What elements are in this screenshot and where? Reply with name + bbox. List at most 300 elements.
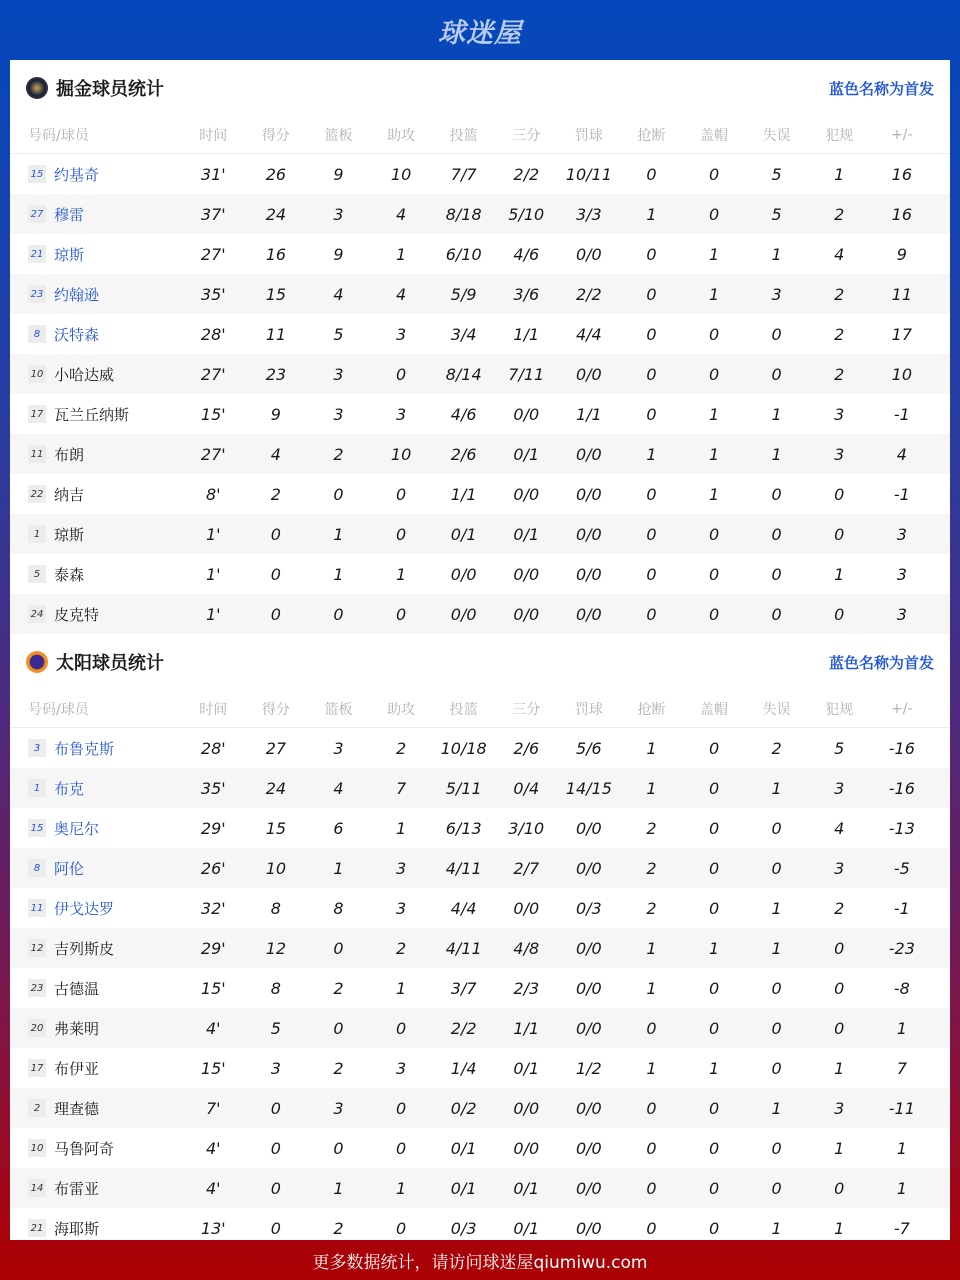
- stat-cell: 28': [200, 324, 226, 344]
- stat-cell: 0/0: [575, 364, 602, 384]
- stat-cell: 8/14: [445, 364, 482, 384]
- jersey-number: 8: [28, 859, 46, 877]
- jersey-number: 23: [28, 979, 46, 997]
- player-name[interactable]: 约翰逊: [54, 285, 100, 304]
- stat-cell: 7: [395, 778, 407, 798]
- jersey-number: 27: [28, 205, 46, 223]
- stat-cell: 0/0: [513, 484, 540, 504]
- stat-cell: 0: [333, 604, 344, 624]
- stat-cell: 4': [206, 1018, 221, 1038]
- player-name[interactable]: 理查德: [54, 1099, 100, 1118]
- stat-cell: 1': [206, 604, 221, 624]
- stat-cell: 0: [771, 978, 782, 998]
- stat-cell: 1: [333, 1178, 344, 1198]
- player-cell: [10, 204, 182, 225]
- stat-cell: 0: [333, 938, 344, 958]
- player-name[interactable]: 古德温: [54, 979, 100, 998]
- stat-cell: 0/0: [450, 604, 477, 624]
- player-cell: [10, 524, 182, 545]
- stat-cell: 0: [708, 778, 720, 798]
- stat-cell: 9: [270, 404, 281, 424]
- stat-cell: 27': [200, 364, 226, 384]
- stat-cell: 8/18: [445, 204, 482, 224]
- stat-cell: 1: [771, 1098, 782, 1118]
- stat-cell: 31': [200, 164, 226, 184]
- stat-cell: 10/18: [440, 738, 487, 758]
- column-header[interactable]: +/-: [891, 126, 913, 143]
- stat-cell: 3/10: [508, 818, 545, 838]
- stat-cell: 1: [771, 244, 782, 264]
- stat-cell: 15: [265, 284, 287, 304]
- player-row[interactable]: [10, 768, 950, 808]
- stat-cell: 0: [834, 524, 845, 544]
- stat-cell: 10: [891, 364, 912, 384]
- suns-logo-icon: [26, 651, 48, 673]
- column-header[interactable]: 投篮: [449, 701, 478, 718]
- jersey-number: 10: [28, 365, 46, 383]
- player-cell: [10, 1058, 182, 1079]
- stat-cell: 5/11: [445, 778, 482, 798]
- stat-cell: 0: [771, 818, 782, 838]
- stat-cell: 15: [265, 818, 287, 838]
- stat-cell: 0/0: [575, 564, 602, 584]
- stat-cell: 1/1: [513, 1018, 540, 1038]
- player-name[interactable]: 琼斯: [54, 525, 85, 544]
- stat-cell: 0: [395, 1138, 407, 1158]
- stat-cell: 0: [646, 284, 657, 304]
- stat-cell: 1: [708, 938, 720, 958]
- stat-cell: 2: [333, 1218, 344, 1238]
- stat-cell: 0: [708, 978, 720, 998]
- stat-cell: 1/2: [575, 1058, 602, 1078]
- player-name[interactable]: 穆雷: [54, 205, 85, 224]
- stat-cell: 1: [771, 778, 782, 798]
- stat-cell: 4: [834, 244, 845, 264]
- player-name[interactable]: 布克: [54, 779, 85, 798]
- player-name[interactable]: 布鲁克斯: [54, 739, 115, 758]
- stat-cell: 28': [200, 738, 226, 758]
- jersey-number: 20: [28, 1019, 46, 1037]
- jersey-number: 22: [28, 485, 46, 503]
- player-row[interactable]: [10, 234, 950, 274]
- player-name[interactable]: 泰森: [54, 565, 85, 584]
- stat-cell: 0: [395, 484, 407, 504]
- player-name[interactable]: 皮克特: [54, 605, 100, 624]
- player-row[interactable]: [10, 314, 950, 354]
- stat-cell: 1': [206, 564, 221, 584]
- section-header: [10, 60, 950, 116]
- stat-cell: 0: [708, 1178, 720, 1198]
- stat-cell: 1: [646, 738, 657, 758]
- site-logo: 球迷屋: [438, 17, 522, 49]
- player-row[interactable]: [10, 434, 950, 474]
- stat-cell: 0/0: [575, 818, 602, 838]
- stat-cell: 0/0: [575, 1018, 602, 1038]
- player-name[interactable]: 琼斯: [54, 245, 85, 264]
- stat-cell: 1: [708, 1058, 720, 1078]
- stat-cell: 0/0: [575, 978, 602, 998]
- stat-cell: 0: [395, 364, 407, 384]
- stat-cell: 0: [708, 564, 720, 584]
- jersey-number: 1: [28, 779, 46, 797]
- player-name[interactable]: 瓦兰丘纳斯: [54, 405, 130, 424]
- player-row[interactable]: [10, 1088, 950, 1128]
- stat-cell: 1: [708, 444, 720, 464]
- stat-cell: 1: [771, 444, 782, 464]
- stat-cell: 0: [834, 604, 845, 624]
- stat-cell: 2: [270, 484, 281, 504]
- stat-cell: 3: [333, 364, 344, 384]
- stat-cell: 0/0: [575, 858, 602, 878]
- stat-cell: 0: [708, 604, 720, 624]
- stat-cell: 2: [646, 898, 657, 918]
- stat-cell: 2: [395, 938, 407, 958]
- stat-cell: 3: [395, 404, 407, 424]
- stat-cell: 27: [265, 738, 287, 758]
- stat-cell: 0/0: [575, 1098, 602, 1118]
- player-name[interactable]: 布雷亚: [54, 1179, 100, 1198]
- stat-cell: 0: [771, 1178, 782, 1198]
- stat-cell: 1: [834, 564, 845, 584]
- player-row[interactable]: [10, 888, 950, 928]
- player-row[interactable]: [10, 394, 950, 434]
- stat-cell: 23: [265, 364, 287, 384]
- player-row[interactable]: [10, 1008, 950, 1048]
- stat-cell: 0: [708, 1138, 720, 1158]
- stat-cell: 0: [771, 364, 782, 384]
- stat-cell: 16: [891, 204, 912, 224]
- stat-cell: 26: [265, 164, 287, 184]
- stat-cell: 0/0: [575, 244, 602, 264]
- stat-cell: 0: [771, 564, 782, 584]
- stat-cell: 15': [200, 404, 226, 424]
- stat-cell: 2: [834, 324, 845, 344]
- stat-cell: 0: [834, 978, 845, 998]
- stat-cell: 3: [395, 858, 407, 878]
- stat-cell: 4/11: [445, 938, 482, 958]
- player-row[interactable]: [10, 1128, 950, 1168]
- stat-cell: 2: [333, 444, 344, 464]
- stat-cell: 3: [395, 324, 407, 344]
- stat-cell: 2: [646, 818, 657, 838]
- stat-cell: 0: [395, 1218, 407, 1238]
- stat-cell: 27': [200, 244, 226, 264]
- jersey-number: 15: [28, 165, 46, 183]
- stat-cell: 0: [771, 524, 782, 544]
- player-row[interactable]: [10, 968, 950, 1008]
- stat-cell: 2: [771, 738, 782, 758]
- stat-cell: 11: [265, 324, 287, 344]
- column-header[interactable]: 时间: [199, 701, 228, 718]
- jersey-number: 15: [28, 819, 46, 837]
- stat-cell: 11: [891, 284, 912, 304]
- jersey-number: 11: [28, 445, 46, 463]
- stat-cell: 2/6: [450, 444, 477, 464]
- player-name[interactable]: 约基奇: [54, 165, 100, 184]
- column-header[interactable]: 失误: [762, 127, 791, 144]
- stat-cell: 4: [896, 444, 907, 464]
- column-header[interactable]: 罚球: [574, 127, 603, 144]
- player-name[interactable]: 阿伦: [54, 859, 85, 878]
- stat-cell: 0: [270, 524, 281, 544]
- player-name[interactable]: 沃特森: [54, 325, 100, 344]
- stat-cell: 0/0: [575, 1138, 602, 1158]
- player-name[interactable]: 海耶斯: [54, 1219, 100, 1238]
- stat-cell: 0: [333, 1138, 344, 1158]
- stat-cell: 16: [265, 244, 287, 264]
- stat-cell: 9: [333, 164, 344, 184]
- jersey-number: 8: [28, 325, 46, 343]
- stat-cell: 3: [834, 404, 845, 424]
- stat-cell: 0: [270, 1098, 281, 1118]
- stat-cell: 3: [896, 564, 907, 584]
- column-header[interactable]: 篮板: [324, 701, 353, 718]
- stat-cell: 15': [200, 1058, 226, 1078]
- stat-cell: -16: [888, 778, 915, 798]
- stat-cell: 0: [270, 1178, 281, 1198]
- player-name[interactable]: 马鲁阿奇: [54, 1139, 115, 1158]
- stat-cell: 35': [200, 284, 226, 304]
- column-header[interactable]: 得分: [261, 127, 290, 144]
- stat-cell: 13': [200, 1218, 226, 1238]
- stat-cell: 0: [270, 1218, 281, 1238]
- stat-cell: 0: [646, 484, 657, 504]
- column-header[interactable]: 抢断: [637, 701, 666, 718]
- column-header[interactable]: 投篮: [449, 127, 478, 144]
- stat-cell: 1: [395, 564, 407, 584]
- stat-cell: 3: [834, 778, 845, 798]
- stat-cell: 4: [333, 778, 344, 798]
- player-cell: [10, 778, 182, 799]
- table-header: [10, 690, 950, 728]
- player-name[interactable]: 纳吉: [54, 485, 85, 504]
- stat-cell: 0: [708, 738, 720, 758]
- player-name[interactable]: 布朗: [54, 445, 85, 464]
- app-header: [0, 0, 960, 60]
- column-header[interactable]: 犯规: [825, 127, 854, 144]
- player-row[interactable]: [10, 594, 950, 634]
- stat-cell: 2/2: [575, 284, 602, 304]
- stat-cell: -1: [893, 484, 910, 504]
- starter-legend: 蓝色名称为首发: [828, 653, 934, 672]
- player-row[interactable]: [10, 474, 950, 514]
- player-row[interactable]: [10, 354, 950, 394]
- player-row[interactable]: [10, 194, 950, 234]
- player-cell: [10, 604, 182, 625]
- stat-cell: 1: [708, 404, 720, 424]
- stat-cell: 1: [646, 978, 657, 998]
- player-name[interactable]: 吉列斯皮: [54, 939, 115, 958]
- jersey-number: 10: [28, 1139, 46, 1157]
- stat-cell: 1/1: [450, 484, 477, 504]
- stat-cell: 1: [896, 1018, 907, 1038]
- stat-cell: 0: [834, 938, 845, 958]
- stat-cell: 0: [646, 364, 657, 384]
- stat-cell: 1: [896, 1138, 907, 1158]
- stat-cell: 2: [646, 858, 657, 878]
- player-cell: [10, 444, 182, 465]
- stat-cell: 0/0: [575, 604, 602, 624]
- stat-cell: 5: [270, 1018, 281, 1038]
- stat-cell: 0/0: [450, 564, 477, 584]
- stat-cell: 1: [708, 284, 720, 304]
- stat-cell: 0: [270, 604, 281, 624]
- player-row[interactable]: [10, 554, 950, 594]
- stat-cell: 0: [771, 324, 782, 344]
- jersey-number: 21: [28, 245, 46, 263]
- stat-cell: 5: [333, 324, 344, 344]
- jersey-number: 11: [28, 899, 46, 917]
- stat-cell: 8: [270, 898, 281, 918]
- stat-cell: 0/0: [575, 444, 602, 464]
- column-header[interactable]: 三分: [512, 127, 541, 144]
- stat-cell: 1: [333, 564, 344, 584]
- stat-cell: 0/1: [450, 1178, 477, 1198]
- player-row[interactable]: [10, 274, 950, 314]
- stat-cell: 1/4: [450, 1058, 477, 1078]
- player-row[interactable]: [10, 1168, 950, 1208]
- column-header[interactable]: 犯规: [825, 701, 854, 718]
- column-header[interactable]: 助攻: [387, 127, 416, 144]
- column-header[interactable]: +/-: [891, 700, 913, 717]
- stat-cell: 1: [771, 404, 782, 424]
- jersey-number: 5: [28, 565, 46, 583]
- stat-cell: 0/0: [513, 1098, 540, 1118]
- column-header[interactable]: 盖帽: [700, 127, 729, 144]
- stat-cell: 1: [896, 1178, 907, 1198]
- stat-cell: 4: [395, 204, 407, 224]
- player-cell: [10, 244, 182, 265]
- stat-cell: 0: [708, 1018, 720, 1038]
- stat-cell: 4/8: [513, 938, 540, 958]
- stat-cell: 1: [646, 1058, 657, 1078]
- player-row[interactable]: [10, 514, 950, 554]
- player-cell: [10, 284, 182, 305]
- stat-cell: 10: [390, 164, 412, 184]
- stat-cell: 1: [834, 1138, 845, 1158]
- stat-cell: 0/3: [575, 898, 602, 918]
- stat-cell: 1': [206, 524, 221, 544]
- stat-cell: -23: [888, 938, 915, 958]
- player-cell: [10, 404, 182, 425]
- team-title: [26, 75, 164, 101]
- column-header[interactable]: 盖帽: [700, 701, 729, 718]
- footer-banner[interactable]: [0, 1240, 960, 1280]
- stat-cell: 2/6: [513, 738, 540, 758]
- stat-cell: 10/11: [565, 164, 612, 184]
- stat-cell: 1: [646, 444, 657, 464]
- stat-cell: 0/1: [513, 1218, 540, 1238]
- player-name[interactable]: 小哈达威: [54, 365, 115, 384]
- player-row[interactable]: [10, 154, 950, 194]
- stat-cell: 3/4: [450, 324, 477, 344]
- stat-cell: 0: [646, 1218, 657, 1238]
- player-row[interactable]: [10, 848, 950, 888]
- jersey-number: 3: [28, 739, 46, 757]
- column-header[interactable]: 罚球: [574, 701, 603, 718]
- player-cell: [10, 164, 182, 185]
- stat-cell: 0/0: [575, 484, 602, 504]
- column-header[interactable]: 失误: [762, 701, 791, 718]
- stat-cell: 0: [834, 484, 845, 504]
- starter-legend: 蓝色名称为首发: [828, 79, 934, 98]
- footer-link-text[interactable]: 更多数据统计，请访问球迷屋qiumiwu.com: [312, 1252, 648, 1273]
- player-name[interactable]: 布伊亚: [54, 1059, 100, 1078]
- player-name[interactable]: 伊戈达罗: [54, 899, 115, 918]
- jersey-number: 2: [28, 1099, 46, 1117]
- stat-cell: 0/2: [450, 1098, 477, 1118]
- jersey-number: 17: [28, 405, 46, 423]
- stat-cell: 2/2: [450, 1018, 477, 1038]
- player-row[interactable]: [10, 808, 950, 848]
- stat-cell: 1: [395, 244, 407, 264]
- stat-cell: 17: [891, 324, 912, 344]
- stat-cell: 12: [265, 938, 287, 958]
- stat-cell: -11: [888, 1098, 915, 1118]
- stat-cell: 0: [771, 604, 782, 624]
- player-name[interactable]: 奥尼尔: [54, 819, 100, 838]
- column-header[interactable]: 得分: [261, 701, 290, 718]
- player-row[interactable]: [10, 928, 950, 968]
- stat-cell: 1: [771, 938, 782, 958]
- column-header[interactable]: 助攻: [387, 701, 416, 718]
- column-header[interactable]: 时间: [199, 127, 228, 144]
- stat-cell: 3: [333, 1098, 344, 1118]
- player-cell: [10, 324, 182, 345]
- player-row[interactable]: [10, 1048, 950, 1088]
- column-header[interactable]: 抢断: [637, 127, 666, 144]
- player-cell: [10, 818, 182, 839]
- column-header-player: 号码/球员: [28, 701, 89, 718]
- player-name[interactable]: 弗莱明: [54, 1019, 100, 1038]
- stat-cell: 0/1: [513, 524, 540, 544]
- stat-cell: 29': [200, 818, 226, 838]
- stat-cell: 0: [646, 1098, 657, 1118]
- stat-cell: 1: [834, 1218, 845, 1238]
- stat-cell: 3/3: [575, 204, 602, 224]
- player-cell: [10, 858, 182, 879]
- stat-cell: -1: [893, 898, 910, 918]
- stat-cell: 4/4: [575, 324, 602, 344]
- stat-cell: 1: [646, 778, 657, 798]
- stat-cell: -1: [893, 404, 910, 424]
- stat-cell: 9: [896, 244, 907, 264]
- team-section-0: [10, 60, 950, 634]
- player-row[interactable]: [10, 728, 950, 768]
- column-header[interactable]: 三分: [512, 701, 541, 718]
- jersey-number: 23: [28, 285, 46, 303]
- stat-cell: 0: [834, 1018, 845, 1038]
- stat-cell: 5: [771, 204, 782, 224]
- stat-cell: 0/0: [575, 938, 602, 958]
- player-cell: [10, 1218, 182, 1239]
- jersey-number: 14: [28, 1179, 46, 1197]
- stat-cell: 0: [708, 1098, 720, 1118]
- stat-cell: 3: [896, 524, 907, 544]
- stat-cell: 2: [834, 364, 845, 384]
- column-header[interactable]: 篮板: [324, 127, 353, 144]
- player-cell: [10, 484, 182, 505]
- stat-cell: 0/0: [513, 404, 540, 424]
- stat-cell: 4: [834, 818, 845, 838]
- stat-cell: 2/7: [513, 858, 540, 878]
- stat-cell: 1/1: [513, 324, 540, 344]
- stat-cell: 5: [771, 164, 782, 184]
- stat-cell: -5: [893, 858, 910, 878]
- jersey-number: 21: [28, 1219, 46, 1237]
- stat-cell: 0/0: [575, 1218, 602, 1238]
- stat-cell: 4': [206, 1138, 221, 1158]
